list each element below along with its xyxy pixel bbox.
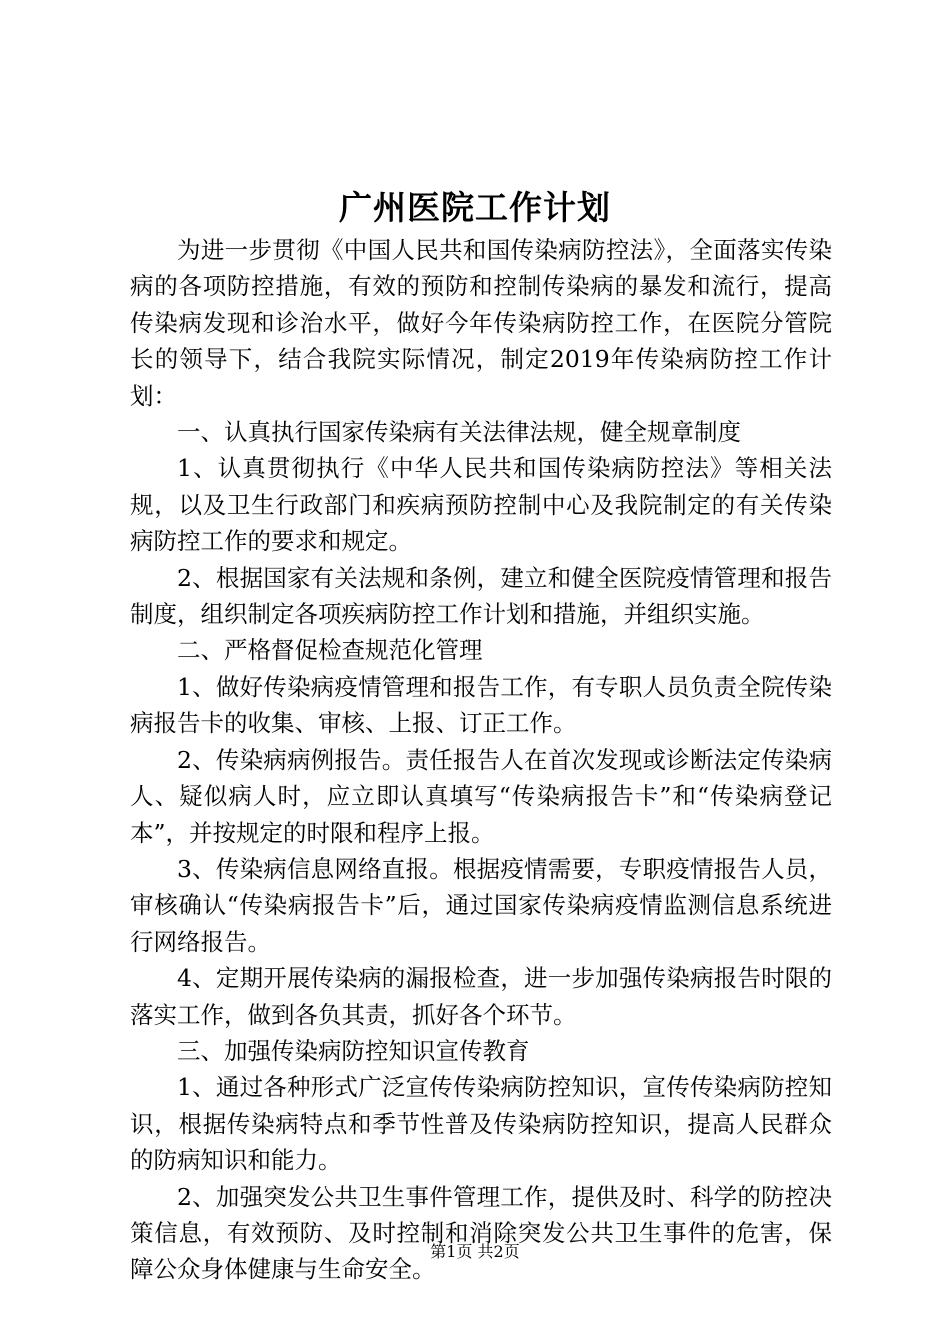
section-2-item-3: 3、传染病信息网络直报。根据疫情需要，专职疫情报告人员，审核确认“传染病报告卡”后，通过国家传染病疫情监测信息系统进行网络报告。 bbox=[130, 854, 832, 956]
section-heading-2: 二、严格督促检查规范化管理 bbox=[177, 636, 483, 665]
document-body bbox=[130, 232, 832, 1288]
page-footer: 第1页 共2页 bbox=[430, 1242, 520, 1261]
section-2-item-1: 1、做好传染病疫情管理和报告工作，有专职人员负责全院传染病报告卡的收集、审核、上报、订正工作。 bbox=[130, 672, 832, 738]
section-heading-3: 三、加强传染病防控知识宣传教育 bbox=[177, 1036, 530, 1065]
section-3-item-2: 2、加强突发公共卫生事件管理工作，提供及时、科学的防控决策信息，有效预防、及时控制和消除突发公共卫生事件的危害，保障公众身体健康与生命安全。 bbox=[130, 1182, 832, 1284]
section-2-item-4: 4、定期开展传染病的漏报检查，进一步加强传染病报告时限的落实工作，做到各负其责，抓好各个环节。 bbox=[130, 964, 832, 1029]
document-title: 广州医院工作计划 bbox=[339, 188, 611, 227]
intro-paragraph: 为进一步贯彻《中国人民共和国传染病防控法》，全面落实传染病的各项防控措施，有效的预防和控制传染病的暴发和流行，提高传染病发现和诊治水平，做好今年传染病防控工作，在医院分管院长的领导下，结合我院实际情况，制定2019年传染病防控工作计划： bbox=[130, 236, 832, 410]
section-1-item-2: 2、根据国家有关法规和条例，建立和健全医院疫情管理和报告制度，组织制定各项疾病防控工作计划和措施，并组织实施。 bbox=[130, 563, 832, 629]
section-2-item-2: 2、传染病病例报告。责任报告人在首次发现或诊断法定传染病人、疑似病人时，应立即认真填写“传染病报告卡”和“传染病登记本”，并按规定的时限和程序上报。 bbox=[130, 745, 832, 847]
section-3-item-1: 1、通过各种形式广泛宣传传染病防控知识，宣传传染病防控知识，根据传染病特点和季节性普及传染病防控知识，提高人民群众的防病知识和能力。 bbox=[130, 1073, 832, 1175]
section-heading-1: 一、认真执行国家传染病有关法律法规，健全规章制度 bbox=[177, 418, 741, 447]
section-1-item-1: 1、认真贯彻执行《中华人民共和国传染病防控法》等相关法规，以及卫生行政部门和疾病预防控制中心及我院制定的有关传染病防控工作的要求和规定。 bbox=[130, 454, 832, 556]
